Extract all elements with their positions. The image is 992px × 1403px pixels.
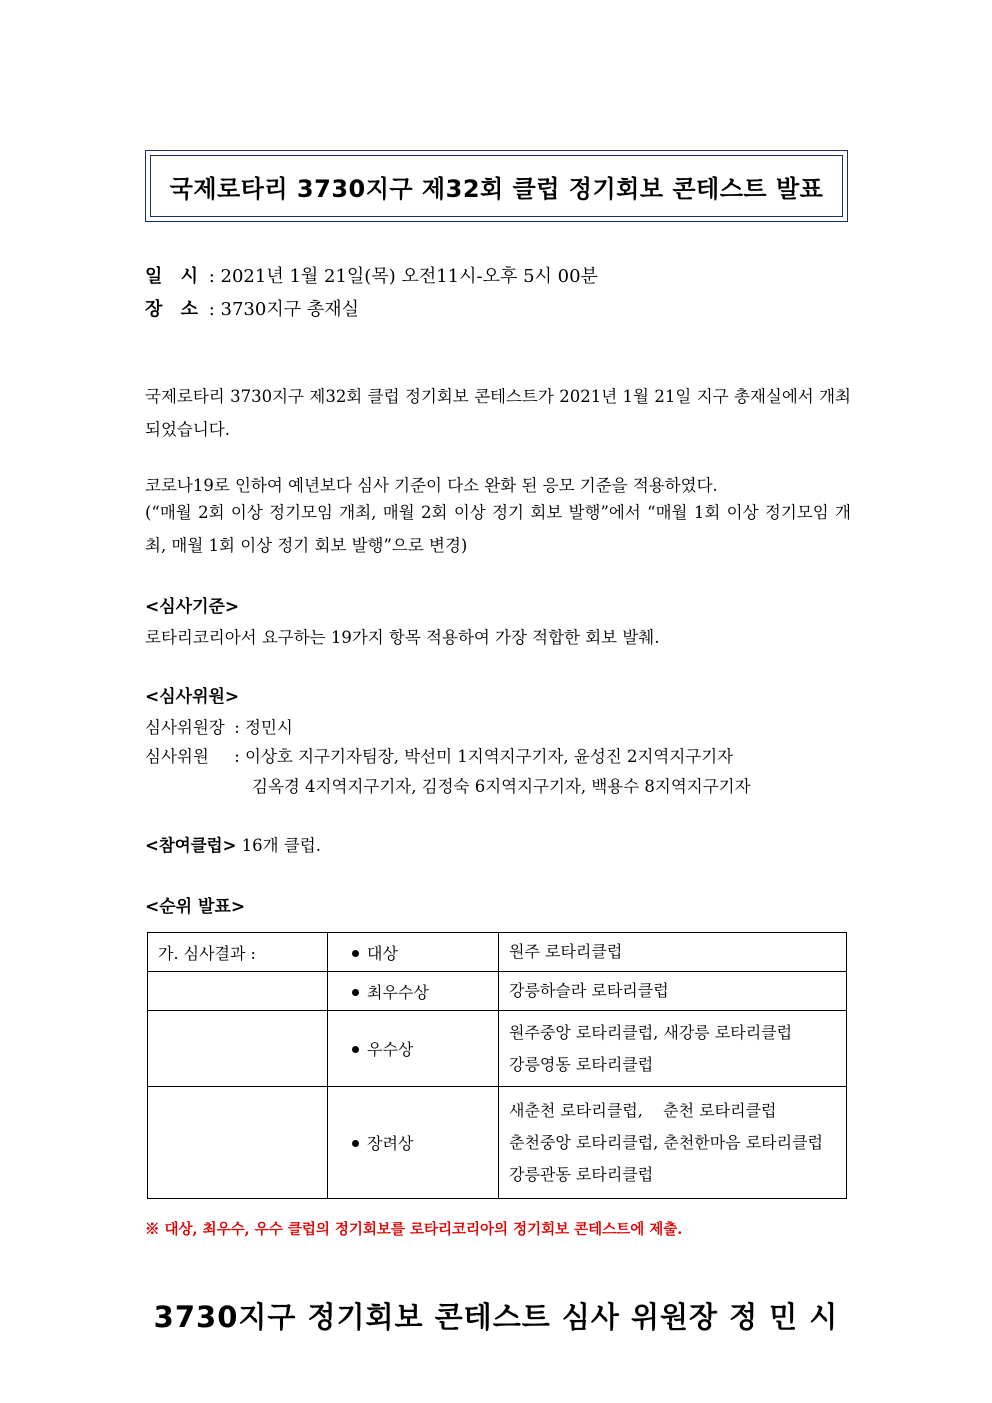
members-line1: : 이상호 지구기자팀장, 박선미 1지역지구기자, 윤성진 2지역지구기자 <box>234 747 734 766</box>
award-cell <box>328 972 499 1011</box>
award-name: 장려상 <box>367 1134 414 1153</box>
bullet-icon <box>352 989 359 996</box>
judges-chair-line <box>145 714 293 738</box>
empty-cell <box>148 1011 328 1087</box>
members-line2: 김옥경 4지역지구기자, 김정숙 6지역지구기자, 백용수 8지역지구기자 <box>252 777 751 796</box>
club-cell <box>499 1087 847 1199</box>
date-label: 일 시 <box>145 266 205 287</box>
participants-value: 16개 클럽. <box>241 836 321 855</box>
title-box <box>145 150 848 222</box>
table-row <box>148 1011 847 1087</box>
club-name: 강릉관동 로타리클럽 <box>509 1164 654 1184</box>
participants-heading: <참여클럽> <box>145 836 237 855</box>
club-name: 강릉영동 로타리클럽 <box>509 1054 654 1074</box>
participants-line <box>145 832 321 856</box>
club-name: 원주중앙 로타리클럽, 새강릉 로타리클럽 <box>509 1022 793 1042</box>
place-value: : 3730지구 총재실 <box>208 299 359 320</box>
bullet-icon <box>352 1140 359 1147</box>
empty-cell <box>148 972 328 1011</box>
document-title: 국제로타리 3730지구 제32회 클럽 정기회보 콘테스트 발표 <box>169 174 824 203</box>
award-cell <box>328 1011 499 1087</box>
club-name: 춘천중앙 로타리클럽, 춘천한마음 로타리클럽 <box>509 1132 824 1152</box>
covid-note: 코로나19로 인하여 예년보다 심사 기준이 다소 완화 된 응모 기준을 적용하였다. <box>145 476 718 495</box>
table-row <box>148 1087 847 1199</box>
club-name: 원주 로타리클럽 <box>509 942 623 961</box>
intro-paragraph: 국제로타리 3730지구 제32회 클럽 정기회보 콘테스트가 2021년 1월 21일 지구 총재실에서 개최되었습니다. <box>145 387 851 439</box>
club-cell <box>499 933 847 972</box>
date-value: : 2021년 1월 21일(목) 오전11시-오후 5시 00분 <box>208 266 598 287</box>
members-label: 심사위원 <box>145 747 209 766</box>
criteria-change-note <box>145 496 851 562</box>
place-label: 장 소 <box>145 299 205 320</box>
club-name: 강릉하슬라 로타리클럽 <box>509 981 669 1000</box>
bullet-icon <box>352 950 359 957</box>
results-table <box>147 932 847 1199</box>
award-name: 대상 <box>367 943 398 963</box>
award-cell <box>328 933 499 972</box>
judges-members-line <box>145 743 733 767</box>
award-cell <box>328 1087 499 1199</box>
signature-line: 3730지구 정기회보 콘테스트 심사 위원장 정 민 시 <box>153 1300 839 1334</box>
bullet-icon <box>352 1046 359 1053</box>
chair-label: 심사위원장 <box>145 718 225 737</box>
criteria-heading: <심사기준> <box>145 597 240 617</box>
club-name: 새춘천 로타리클럽, 춘천 로타리클럽 <box>509 1100 777 1120</box>
title-inner-border <box>150 155 843 217</box>
criteria-text: 로타리코리아서 요구하는 19가지 항목 적용하여 가장 적합한 회보 발췌. <box>145 628 660 647</box>
submission-note: ※ 대상, 최우수, 우수 클럽의 정기회보를 로타리코리아의 정기회보 콘테스트에 제출. <box>145 1221 683 1238</box>
place-line <box>145 295 359 321</box>
table-row <box>148 972 847 1011</box>
criteria-change-text: (“매월 2회 이상 정기모임 개최, 매월 2회 이상 정기 회보 발행”에서 “매월 1회 이상 정기모임 개최, 매월 1회 이상 정기 회보 발행”으로 변경) <box>145 503 851 555</box>
result-label: 가. 심사결과 : <box>148 933 328 972</box>
award-name: 우수상 <box>367 1040 414 1059</box>
date-line <box>145 262 598 288</box>
judges-heading: <심사위원> <box>145 687 240 707</box>
chair-value: : 정민시 <box>234 718 293 737</box>
club-cell <box>499 1011 847 1087</box>
award-name: 최우수상 <box>367 982 429 1002</box>
empty-cell <box>148 1087 328 1199</box>
ranking-heading: <순위 발표> <box>145 897 246 917</box>
club-cell <box>499 972 847 1011</box>
table-row <box>148 933 847 972</box>
